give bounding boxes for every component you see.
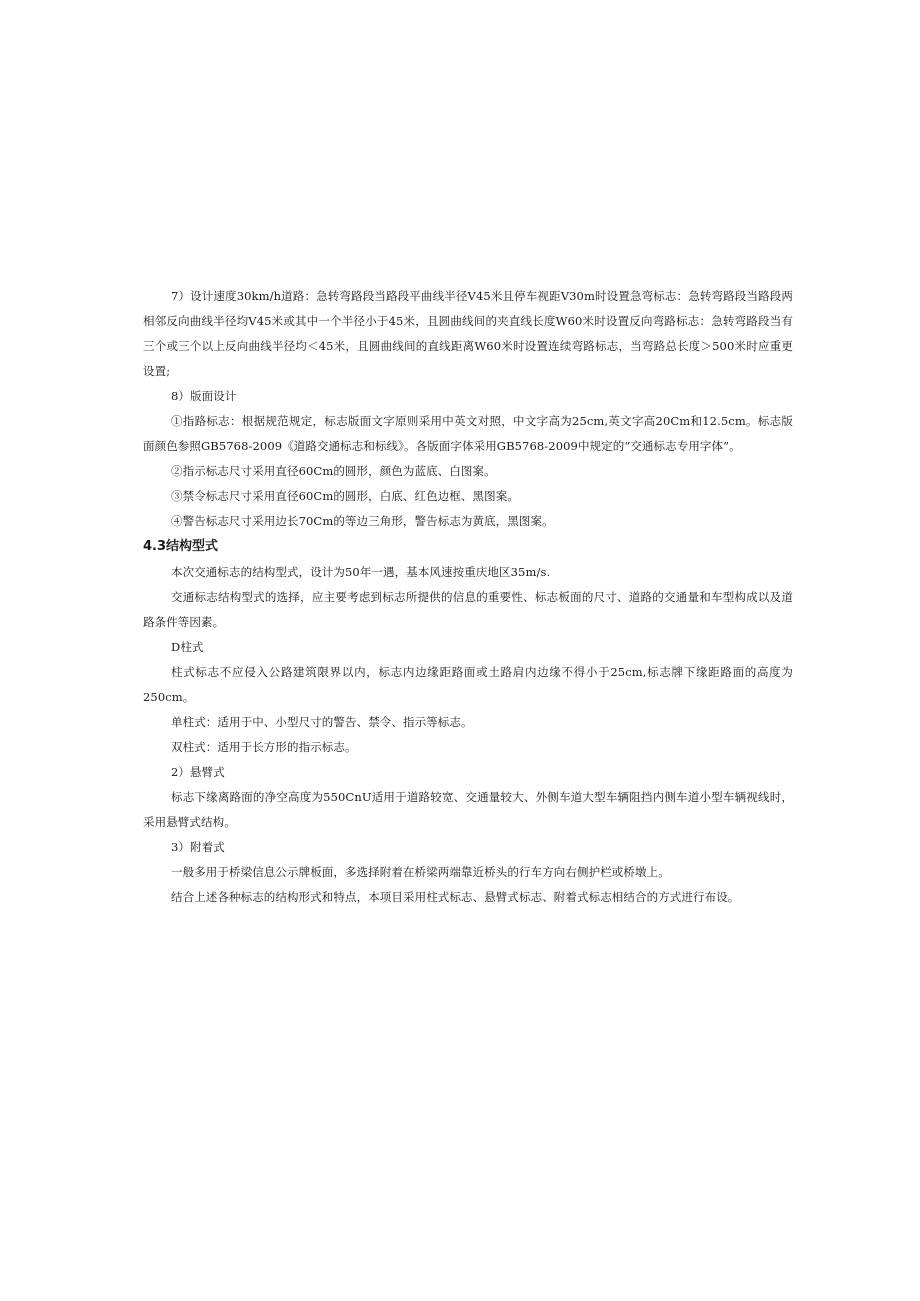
- paragraph-single-column: 单柱式：适用于中、小型尺寸的警告、禁令、指示等标志。: [171, 715, 473, 729]
- paragraph-cantilever-title: 2）悬臂式: [171, 765, 225, 779]
- paragraph-guide-sign: ①指路标志：根据规范规定，标志版面文字原则采用中英文对照，中文字高为25cm,英文字高20Cm和12.5cm。标志版面颜色参照GB5768-2009《道路交通标志和标线》。各版面字体采用GB5768-2009中规定的“交通标志专用字体”。: [143, 414, 793, 453]
- paragraph-prohibition-sign: ③禁令标志尺寸采用直径60Cm的圆形，白底、红色边框、黑图案。: [171, 489, 519, 503]
- paragraph-summary: 结合上述各种标志的结构形式和特点，本项目采用柱式标志、悬臂式标志、附着式标志相结合的方式进行布设。: [171, 890, 740, 904]
- paragraph-layout-title: 8）版面设计: [171, 389, 237, 403]
- paragraph-structure-selection: 交通标志结构型式的选择，应主要考虑到标志所提供的信息的重要性、标志板面的尺寸、道路的交通量和车型构成以及道路条件等因素。: [143, 590, 793, 629]
- paragraph-speed-30: 7）设计速度30km/h道路：急转弯路段当路段平曲线半径V45米且停车视距V30m时设置急弯标志：急转弯路段当路段两相邻反向曲线半径均V45米或其中一个半径小于45米，且圆曲线间的夹直线长度W60米时设置反向弯路标志：急转弯路段当有三个或三个以上反向曲线半径均＜45米，且圆曲线间的直线距离W60米时设置连续弯路标志，当弯路总长度＞500米时应重更设置;: [143, 289, 793, 378]
- paragraph-cantilever-body: 标志下缘离路面的净空高度为550CnU适用于道路较宽、交通量较大、外侧车道大型车辆阻挡内侧车道小型车辆视线时，采用悬臂式结构。: [143, 790, 793, 829]
- paragraph-column-body: 柱式标志不应侵入公路建筑限界以内，标志内边缘距路面或土路肩内边缘不得小于25cm,标志牌下缘距路面的高度为250cm。: [143, 665, 793, 704]
- paragraph-double-column: 双柱式：适用于长方形的指示标志。: [171, 740, 357, 754]
- paragraph-structure-intro: 本次交通标志的结构型式，设计为50年一遇，基本风速按重庆地区35m/s.: [171, 565, 551, 579]
- paragraph-column-title: D柱式: [171, 640, 204, 654]
- paragraph-attached-title: 3）附着式: [171, 840, 225, 854]
- section-heading: 4.3结构型式: [143, 539, 219, 554]
- paragraph-indication-sign: ②指示标志尺寸采用直径60Cm的圆形，颜色为蓝底、白图案。: [171, 464, 496, 478]
- paragraph-attached-body: 一般多用于桥梁信息公示牌板面，多选择附着在桥梁两端靠近桥头的行车方向右侧护栏或桥墩上。: [171, 865, 670, 879]
- paragraph-warning-sign: ④警告标志尺寸采用边长70Cm的等边三角形，警告标志为黄底，黑图案。: [171, 514, 554, 528]
- document-body: [143, 284, 793, 910]
